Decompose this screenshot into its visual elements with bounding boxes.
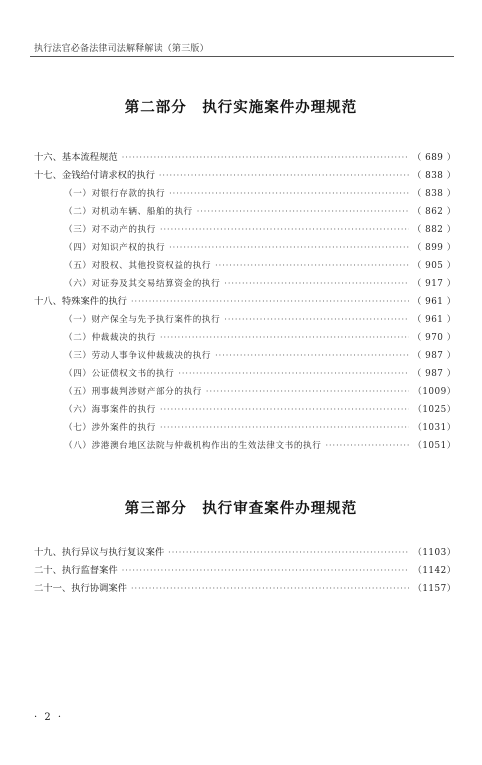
part-title: 第二部分 执行实施案件办理规范 (124, 100, 358, 116)
leader-dots (215, 348, 408, 364)
leader-dots (159, 168, 409, 184)
toc-entry (34, 150, 456, 166)
toc-subentry (64, 222, 456, 238)
toc-entry-page: （1157） (413, 584, 456, 594)
toc-entry-label: （八）涉港澳台地区法院与仲裁机构作出的生效法律文书的执行 (64, 441, 322, 451)
leader-dots (168, 545, 409, 561)
toc-entry (34, 581, 456, 597)
toc-entry-label: （五）对股权、其他投资权益的执行 (64, 261, 212, 271)
toc-entry-page: （ 862 ） (412, 207, 456, 217)
toc-entry-page: （ 838 ） (412, 171, 456, 181)
running-head: 执行法官必备法律司法解释解读（第三版） (34, 44, 209, 54)
toc-entry-page: （ 961 ） (412, 315, 456, 325)
toc-entry-label: （五）刑事裁判涉财产部分的执行 (64, 387, 202, 397)
leader-dots (131, 581, 409, 597)
toc-entry-page: （ 882 ） (412, 225, 456, 235)
toc-entry-label: （六）海事案件的执行 (64, 405, 156, 415)
toc-entry-label: （二）对机动车辆、船舶的执行 (64, 207, 193, 217)
leader-dots (169, 186, 408, 202)
header-rule (30, 56, 454, 57)
toc-subentry (64, 384, 456, 400)
toc-entry-label: 十七、金钱给付请求权的执行 (34, 170, 155, 181)
toc-entry-page: （ 917 ） (412, 279, 456, 289)
toc-subentry (64, 204, 456, 220)
toc-entry-page: （1009） (413, 387, 456, 397)
toc-entry-label: 十八、特殊案件的执行 (34, 296, 127, 307)
toc-entry-label: （三）对不动产的执行 (64, 225, 156, 235)
toc-subentry (64, 348, 456, 364)
leader-dots (224, 312, 408, 328)
toc-subentry (64, 240, 456, 256)
toc-subentry (64, 186, 456, 202)
toc-entry-page: （1025） (413, 405, 456, 415)
toc-subentry (64, 438, 456, 454)
page-number: · 2 · (34, 712, 64, 723)
toc-subentry (64, 312, 456, 328)
leader-dots (206, 384, 409, 400)
toc-entry-page: （ 970 ） (412, 333, 456, 343)
toc-entry-label: 二十一、执行协调案件 (34, 583, 127, 594)
toc-entry-label: 十六、基本流程规范 (34, 152, 118, 163)
leader-dots (215, 258, 408, 274)
toc-subentry (64, 366, 456, 382)
leader-dots (160, 402, 409, 418)
toc-entry (34, 294, 456, 310)
toc-entry-label: （六）对证券及其交易结算资金的执行 (64, 279, 221, 289)
leader-dots (122, 563, 409, 579)
toc-entry-label: （一）财产保全与先予执行案件的执行 (64, 315, 221, 325)
leader-dots (169, 240, 408, 256)
leader-dots (160, 420, 409, 436)
toc-entry-label: （四）公证债权文书的执行 (64, 369, 175, 379)
toc-entry (34, 563, 456, 579)
toc-entry (34, 168, 456, 184)
leader-dots (131, 294, 409, 310)
toc-subentry (64, 276, 456, 292)
leader-dots (224, 276, 408, 292)
toc-entry (34, 545, 456, 561)
toc-entry-page: （ 899 ） (412, 243, 456, 253)
leader-dots (122, 150, 409, 166)
toc-entry-page: （1051） (413, 441, 456, 451)
leader-dots (160, 222, 409, 238)
toc-entry-page: （ 838 ） (412, 189, 456, 199)
toc-entry-label: （七）涉外案件的执行 (64, 423, 156, 433)
toc-entry-page: （1142） (413, 566, 456, 576)
toc-subentry (64, 330, 456, 346)
toc-entry-label: 二十、执行监督案件 (34, 565, 118, 576)
toc-entry-page: （ 905 ） (412, 261, 456, 271)
leader-dots (197, 204, 409, 220)
leader-dots (178, 366, 408, 382)
toc-entry-label: （三）劳动人事争议仲裁裁决的执行 (64, 351, 212, 361)
toc-entry-page: （1031） (413, 423, 456, 433)
leader-dots (160, 330, 409, 346)
toc-entry-label: （四）对知识产权的执行 (64, 243, 166, 253)
toc-entry-page: （1103） (413, 548, 456, 558)
toc-entry-label: （一）对银行存款的执行 (64, 189, 166, 199)
toc-subentry (64, 420, 456, 436)
toc-subentry (64, 258, 456, 274)
toc-entry-page: （ 987 ） (412, 351, 456, 361)
toc-entry-page: （ 689 ） (412, 153, 456, 163)
part-title: 第三部分 执行审查案件办理规范 (124, 501, 358, 517)
toc-entry-label: （二）仲裁裁决的执行 (64, 333, 156, 343)
toc-subentry (64, 402, 456, 418)
toc-entry-page: （ 987 ） (412, 369, 456, 379)
toc-entry-page: （ 961 ） (412, 297, 456, 307)
toc-entry-label: 十九、执行异议与执行复议案件 (34, 547, 165, 558)
leader-dots (325, 438, 409, 454)
